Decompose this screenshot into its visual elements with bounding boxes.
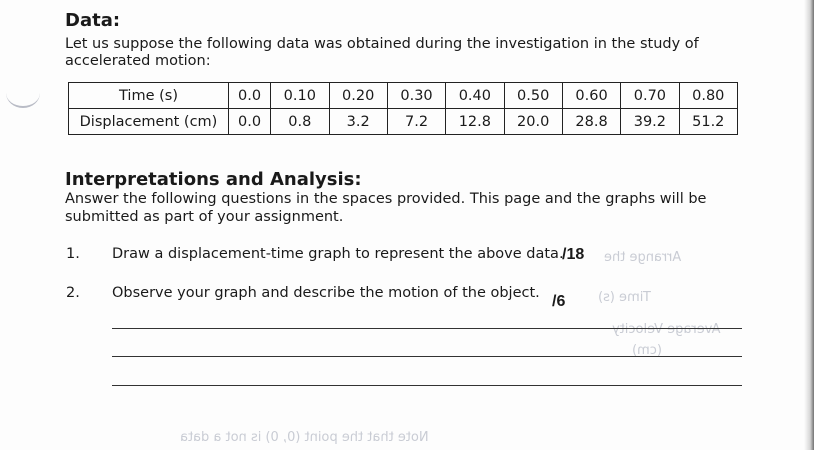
- table-cell: 0.80: [679, 83, 737, 109]
- page-edge-shadow: [804, 0, 814, 450]
- data-table: [68, 82, 738, 135]
- bleed-text-1: Arrange the: [604, 250, 682, 265]
- bleed-text-2: Time (s): [598, 290, 651, 305]
- bleed-text-5: Note that the point (0, 0) is not a data: [180, 430, 429, 445]
- table-cell: 0.20: [329, 83, 387, 109]
- table-cell: 0.30: [387, 83, 445, 109]
- table-cell: 0.50: [504, 83, 562, 109]
- analysis-heading: Interpretations and Analysis:: [65, 169, 362, 190]
- data-intro-line1: Let us suppose the following data was obtained during the investigation in the study of: [65, 36, 699, 52]
- table-row-time: [69, 83, 738, 109]
- binder-hole: [6, 78, 40, 108]
- answer-line-1[interactable]: [112, 328, 742, 329]
- question-1-mark: /18: [562, 246, 585, 263]
- analysis-intro-line1: Answer the following questions in the spaces provided. This page and the graphs will be: [65, 191, 707, 207]
- question-2-mark: /6: [552, 293, 566, 310]
- table-cell: 0.70: [621, 83, 679, 109]
- table-cell: 0.10: [271, 83, 329, 109]
- answer-line-2[interactable]: [112, 356, 742, 357]
- answer-line-3[interactable]: [112, 385, 742, 386]
- row-header-displacement: Displacement (cm): [69, 109, 229, 135]
- data-intro-line2: accelerated motion:: [65, 53, 211, 69]
- question-1-text: Draw a displacement-time graph to represent the above data.: [112, 246, 564, 262]
- table-cell: 20.0: [504, 109, 562, 135]
- question-2-text: Observe your graph and describe the motion of the object.: [112, 285, 540, 301]
- table-cell: 39.2: [621, 109, 679, 135]
- question-1-number: 1.: [66, 246, 80, 262]
- table-cell: 12.8: [446, 109, 504, 135]
- analysis-intro-line2: submitted as part of your assignment.: [65, 209, 344, 225]
- table-cell: 0.60: [562, 83, 620, 109]
- bleed-text-4: (cm): [632, 343, 662, 358]
- table-cell: 0.0: [229, 83, 271, 109]
- question-2-number: 2.: [66, 285, 80, 301]
- table-cell: 7.2: [387, 109, 445, 135]
- table-cell: 0.8: [271, 109, 329, 135]
- table-cell: 0.40: [446, 83, 504, 109]
- row-header-time: Time (s): [69, 83, 229, 109]
- data-heading: Data:: [65, 10, 121, 31]
- table-cell: 51.2: [679, 109, 737, 135]
- bleed-text-3: Average Velocity: [612, 322, 721, 337]
- table-row-displacement: [69, 109, 738, 135]
- table-cell: 0.0: [229, 109, 271, 135]
- table-cell: 3.2: [329, 109, 387, 135]
- table-cell: 28.8: [562, 109, 620, 135]
